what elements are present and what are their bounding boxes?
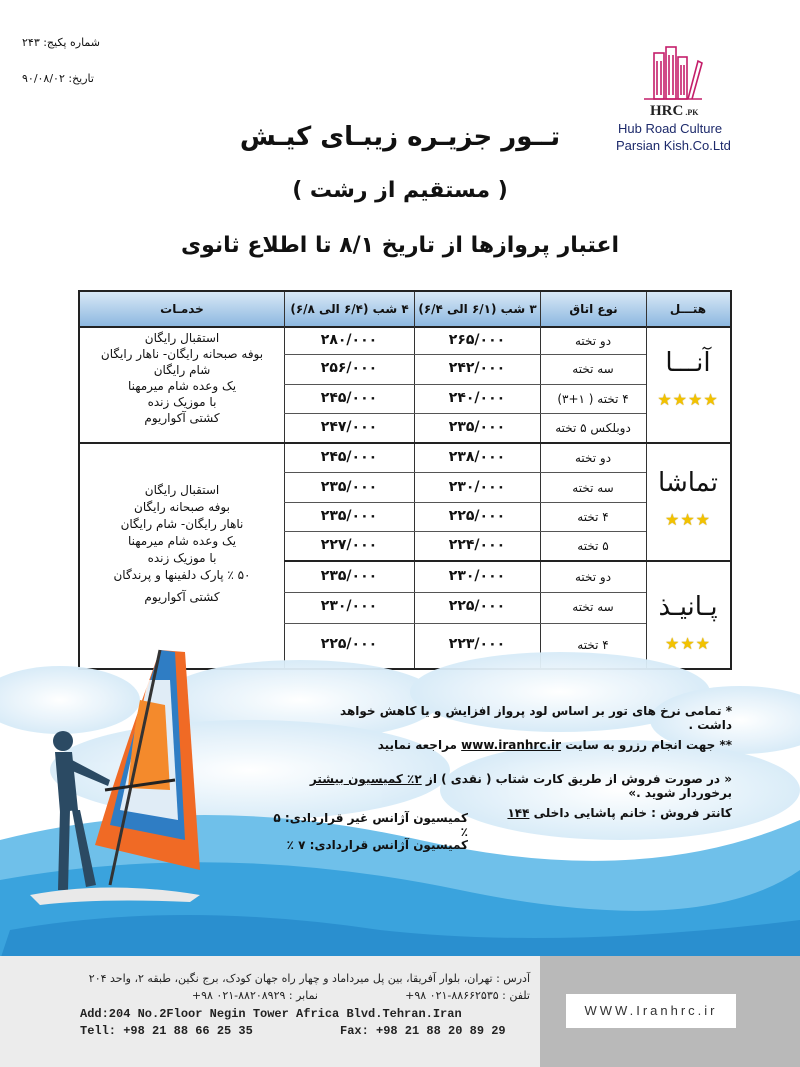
- room-type: سه تخته: [572, 362, 614, 376]
- footer-address-fa: آدرس : تهران، بلوار آفریقا، بین پل میرداماد و چهار راه جهان کودک، برج نگین، طبقه ۲، واحد ۲۰۴: [88, 972, 530, 985]
- room-type: دو تخته: [574, 570, 612, 584]
- price-3n: ۲۴۲/۰۰۰: [448, 360, 506, 376]
- room-type: ۴ تخته: [577, 510, 609, 524]
- price-3n: ۲۲۵/۰۰۰: [448, 508, 506, 524]
- price-4n: ۲۳۵/۰۰۰: [320, 508, 378, 524]
- room-type: ۵ تخته: [577, 539, 609, 553]
- price-4n: ۲۳۵/۰۰۰: [320, 568, 378, 584]
- hotel-stars-ana: ★★★★: [657, 390, 719, 409]
- commission-noncontract: کمیسیون آژانس غیر قراردادی: ۵ ٪: [273, 811, 468, 839]
- header-hotel: هتـــل: [669, 302, 707, 316]
- price-3n: ۲۴۰/۰۰۰: [448, 390, 506, 406]
- price-3n: ۲۶۵/۰۰۰: [448, 332, 506, 348]
- price-3n: ۲۳۸/۰۰۰: [448, 449, 506, 465]
- hotel-name-tamasha: تماشا: [658, 468, 718, 498]
- windsurfer-illustration: [0, 640, 800, 960]
- page-title: تــور جزیـره زیبـای کیـش: [239, 122, 561, 152]
- price-4n: ۲۲۷/۰۰۰: [320, 537, 378, 553]
- sales-counter: کانتر فروش : خانم پاشایی داخلی ۱۴۴: [507, 806, 732, 820]
- price-4n: ۲۵۶/۰۰۰: [320, 360, 378, 376]
- price-4n: ۲۸۰/۰۰۰: [320, 332, 378, 348]
- hotel-stars-paniz: ★★★: [664, 634, 712, 653]
- footer-address-en: Add:204 No.2Floor Negin Tower Africa Blvd.Tehran.Iran: [80, 1007, 462, 1021]
- header-3-nights: ۳ شب (۶/۱ الی ۶/۴): [414, 292, 540, 326]
- footer-fax-fa: نمابر : ۸۸۲۰۸۹۲۹-۰۲۱ ۹۸+: [191, 989, 318, 1002]
- header-4-nights: ۴ شب (۶/۴ الی ۶/۸): [284, 292, 414, 326]
- note-reservation: ** جهت انجام رزرو به سایت www.iranhrc.ir مراجعه نمایید: [377, 738, 732, 752]
- footer: [0, 956, 800, 1067]
- website-link[interactable]: www.iranhrc.ir: [461, 738, 562, 752]
- note-price-change: * تمامی نرخ های تور بر اساس لود پرواز افزایش و یا کاهش خواهد داشت .: [340, 704, 732, 732]
- room-type: ۴ تخته ( ۱+۳): [557, 392, 629, 406]
- price-4n: ۲۲۵/۰۰۰: [320, 636, 378, 652]
- footer-tel-en: Tell: +98 21 88 66 25 35: [80, 1024, 253, 1038]
- room-type: سه تخته: [572, 600, 614, 614]
- hotel-name-ana: آنـــا: [665, 348, 711, 378]
- hotel-stars-tamasha: ★★★: [664, 510, 712, 529]
- validity-line: اعتبار پروازها از تاریخ ۸/۱ تا اطلاع ثانوی: [180, 233, 620, 258]
- room-type: دو تخته: [574, 334, 612, 348]
- logo-name-line2: Parsian Kish.Co.Ltd: [616, 138, 731, 153]
- price-table: [78, 290, 732, 670]
- room-type: دو تخته: [574, 451, 612, 465]
- room-type: ۴ تخته: [577, 638, 609, 652]
- table-header: [80, 292, 730, 328]
- room-type: سه تخته: [572, 481, 614, 495]
- note-shetab-card: « در صورت فروش از طریق کارت شتاب ( نقدی ) از ۲٪ کمیسیون بیشتر برخوردار شوید .»: [309, 772, 732, 800]
- price-4n: ۲۳۰/۰۰۰: [320, 598, 378, 614]
- price-3n: ۲۲۵/۰۰۰: [448, 598, 506, 614]
- page-subtitle: ( مستقیم از رشت ): [292, 178, 508, 203]
- room-type: دوبلکس ۵ تخته: [555, 421, 631, 435]
- price-4n: ۲۴۷/۰۰۰: [320, 419, 378, 435]
- price-4n: ۲۴۵/۰۰۰: [320, 390, 378, 406]
- footer-phone-fa: تلفن : ۸۸۶۶۲۵۳۵-۰۲۱ ۹۸+: [405, 989, 530, 1002]
- price-3n: ۲۲۴/۰۰۰: [448, 537, 506, 553]
- services-tamasha: استقبال رایگان بوفه صبحانه رایگان ناهار رایگان- شام رایگان یک وعده شام میرمهنا با موزیک زنده ۵۰ ٪ پارک دلفینها و پرندگان کشتی آکواریوم: [113, 483, 251, 604]
- price-3n: ۲۳۵/۰۰۰: [448, 419, 506, 435]
- footer-website[interactable]: WWW.Iranhrc.ir: [566, 994, 736, 1028]
- price-3n: ۲۲۳/۰۰۰: [448, 636, 506, 652]
- building-logo-icon: [642, 45, 704, 103]
- services-ana: استقبال رایگان بوفه صبحانه رایگان- ناهار رایگان شام رایگان یک وعده شام میرمهنا با موزیک زنده کشتی آکواریوم: [100, 331, 264, 425]
- commission-contract: کمیسیون آژانس قراردادی: ۷ ٪: [286, 838, 468, 852]
- package-number: شماره پکیج: ۲۴۳: [22, 36, 100, 49]
- price-3n: ۲۳۰/۰۰۰: [448, 479, 506, 495]
- header-services: خدمـات: [160, 302, 204, 316]
- date: تاریخ: ۹۰/۰۸/۰۲: [22, 72, 94, 85]
- header-room-type: نوع اتاق: [540, 292, 646, 326]
- logo-name-line1: Hub Road Culture: [618, 121, 723, 136]
- price-3n: ۲۳۰/۰۰۰: [448, 568, 506, 584]
- hotel-name-paniz: پـانیـذ: [658, 592, 718, 622]
- price-4n: ۲۴۵/۰۰۰: [320, 449, 378, 465]
- price-4n: ۲۳۵/۰۰۰: [320, 479, 378, 495]
- footer-fax-en: Fax: +98 21 88 20 89 29: [340, 1024, 506, 1038]
- logo-brand: HRC .PK: [650, 103, 699, 119]
